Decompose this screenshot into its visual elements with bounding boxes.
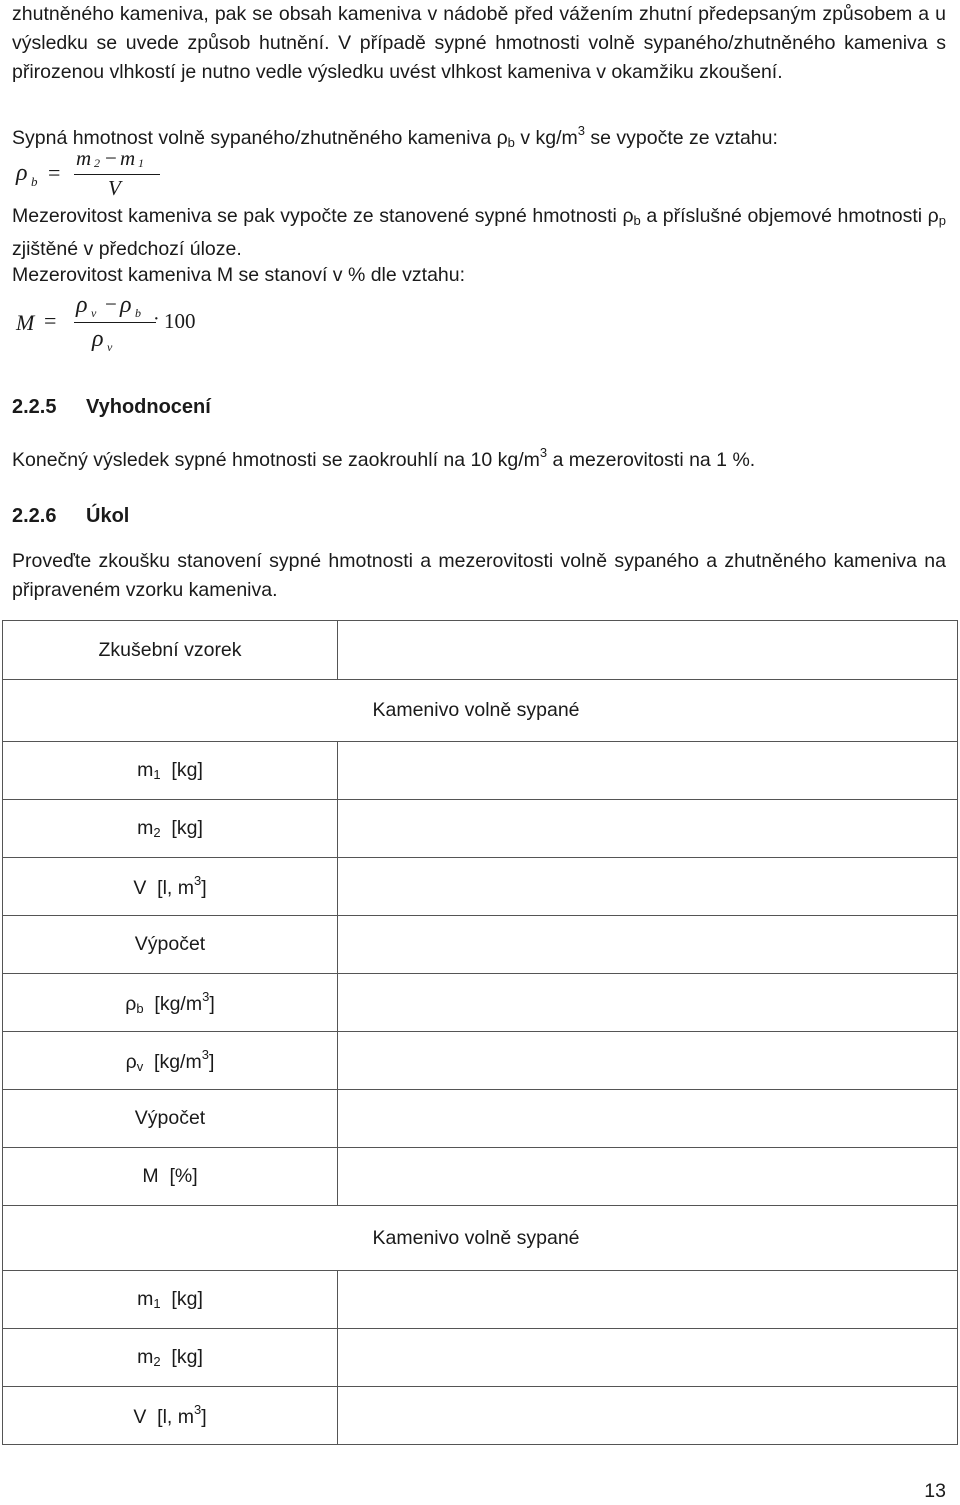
paragraph-task: Proveďte zkoušku stanovení sypné hmotnosti a mezerovitosti volně sypaného a zhutněného kameniva na připraveném vzorku kameniva. <box>12 550 946 601</box>
row-label: $\rho_b$ $[kg/m^3]$ <box>3 974 338 1032</box>
paragraph-voids-formula-intro: Mezerovitost kameniva M se stanoví v % dle vztahu: <box>12 264 466 286</box>
table-cell[interactable] <box>338 800 958 858</box>
table-row <box>3 858 958 916</box>
row-label: $m_2$ [kg] <box>3 800 338 858</box>
fraction-bar <box>74 174 160 175</box>
table-row <box>3 742 958 800</box>
row-label: $\rho_v$ $[kg/m^3]$ <box>3 1032 338 1090</box>
paragraph-voids-intro: Mezerovitost kameniva se pak vypočte ze stanovené sypné hmotnosti $\rho_b$ a příslušné objemové hmotnosti $\rho_p$ zjištěné v předchozí úloze. <box>12 205 946 260</box>
fraction-bar <box>74 322 156 323</box>
row-label: M [%] <box>3 1148 338 1206</box>
table-header-row <box>3 621 958 680</box>
table-cell[interactable] <box>338 621 958 680</box>
paragraph-rounding: Konečný výsledek sypné hmotnosti se zaokrouhlí na 10 $kg/m^3$ a mezerovitosti na 1 %. <box>12 445 756 471</box>
row-label: V [l, $m^3$] <box>3 1387 338 1445</box>
row-label: Výpočet <box>3 1090 338 1148</box>
table-cell[interactable] <box>338 1090 958 1148</box>
section-heading-evaluation: 2.2.5 Vyhodnocení <box>12 396 211 418</box>
row-label: $m_2$ [kg] <box>3 1329 338 1387</box>
table-cell[interactable] <box>338 1387 958 1445</box>
table-row <box>3 1032 958 1090</box>
table-row <box>3 1148 958 1206</box>
table-row <box>3 974 958 1032</box>
table-row <box>3 916 958 974</box>
table-group-row <box>3 680 958 742</box>
table-cell[interactable] <box>338 1329 958 1387</box>
table-cell[interactable] <box>338 742 958 800</box>
formula-bulk-density: ρ b = m 2 − m 1 V <box>14 146 164 202</box>
section-heading-task: 2.2.6 Úkol <box>12 505 130 527</box>
results-table <box>2 620 958 1445</box>
table-row <box>3 800 958 858</box>
table-row <box>3 1271 958 1329</box>
table-row <box>3 1387 958 1445</box>
table-row <box>3 1329 958 1387</box>
table-group-heading: Kamenivo volně sypané <box>3 1206 958 1271</box>
table-header-label: Zkušební vzorek <box>3 621 338 680</box>
paragraph-bulk-density-intro: zhutněného kameniva, pak se obsah kameniva v nádobě před vážením zhutní předepsaným způsobem a u výsledku se uvede způsob hutnění. V případě sypné hmotnosti volně sypaného/zhutněného kameniva s přirozenou vlhkostí je nutno vedle výsledku uvést vlhkost kameniva v okamžiku zkoušení. <box>12 3 946 83</box>
row-label: Výpočet <box>3 916 338 974</box>
page-number: 13 <box>924 1480 946 1502</box>
row-label: $m_1$ [kg] <box>3 742 338 800</box>
table-group-row <box>3 1206 958 1271</box>
row-label: $m_1$ [kg] <box>3 1271 338 1329</box>
table-cell[interactable] <box>338 1148 958 1206</box>
table-group-heading: Kamenivo volně sypané <box>3 680 958 742</box>
row-label: V [l, $m^3$] <box>3 858 338 916</box>
table-cell[interactable] <box>338 858 958 916</box>
table-cell[interactable] <box>338 1032 958 1090</box>
table-cell[interactable] <box>338 916 958 974</box>
table-cell[interactable] <box>338 974 958 1032</box>
table-row <box>3 1090 958 1148</box>
paragraph-bulk-density-formula-intro: Sypná hmotnost volně sypaného/zhutněného kameniva $\rho_b$ v $kg/m^3$ se vypočte ze vztahu: <box>12 123 778 150</box>
formula-voids: M = ρ v − ρ b · 100 ρ v <box>16 292 196 354</box>
table-cell[interactable] <box>338 1271 958 1329</box>
